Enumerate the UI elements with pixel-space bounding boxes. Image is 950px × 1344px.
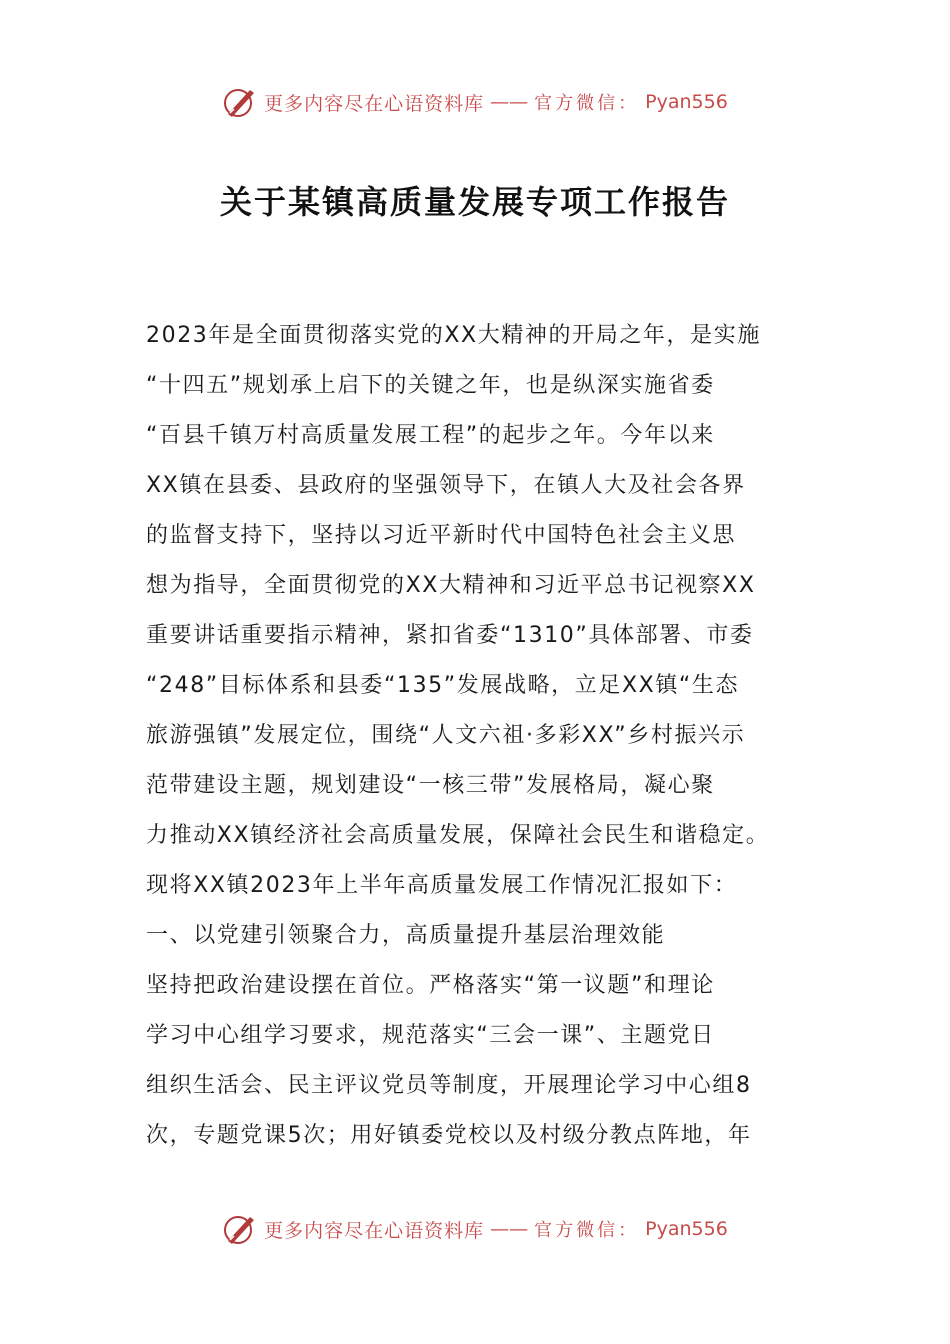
body-line: 现将XX镇2023年上半年高质量发展工作情况汇报如下： [146,873,738,898]
body-line: “十四五”规划承上启下的关键之年，也是纵深实施省委 [146,373,715,398]
body-line: 重要讲话重要指示精神，紧扣省委“1310”具体部署、市委 [146,623,754,648]
body-line: 组织生活会、民主评议党员等制度，开展理论学习中心组8 [146,1073,752,1098]
footer-banner [0,1211,950,1247]
body-line: XX镇在县委、县政府的坚强领导下，在镇人大及社会各界 [146,473,746,498]
pen-logo-icon [222,1211,258,1247]
banner-wechat-id: Pyan556 [645,1218,728,1240]
document-title: 关于某镇高质量发展专项工作报告 [219,183,730,221]
body-line: 的监督支持下，坚持以习近平新时代中国特色社会主义思 [146,523,737,548]
body-line: 学习中心组学习要求，规范落实“三会一课”、主题党日 [146,1023,715,1048]
body-line: 范带建设主题，规划建设“一核三带”发展格局，凝心聚 [146,773,715,798]
banner-dash: —— [490,1218,529,1240]
header-banner [0,84,950,120]
banner-dash: —— [490,91,529,113]
body-line: 次，专题党课5次；用好镇委党校以及村级分教点阵地，年 [146,1123,752,1148]
body-line: “百县千镇万村高质量发展工程”的起步之年。今年以来 [146,423,715,448]
banner-main-text: 更多内容尽在心语资料库 [264,92,485,115]
section-heading: 一、以党建引领聚合力，高质量提升基层治理效能 [146,923,666,948]
banner-wechat-id: Pyan556 [645,91,728,113]
body-line: 旅游强镇”发展定位，围绕“人文六祖·多彩XX”乡村振兴示 [146,723,746,748]
body-line: “248”目标体系和县委“135”发展战略，立足XX镇“生态 [146,673,740,698]
pen-logo-icon [222,84,258,120]
banner-wechat-label: 官方微信： [534,1220,640,1241]
banner-main-text: 更多内容尽在心语资料库 [264,1219,485,1242]
body-line: 2023年是全面贯彻落实党的XX大精神的开局之年，是实施 [146,323,761,348]
body-line: 力推动XX镇经济社会高质量发展，保障社会民生和谐稳定。 [146,823,770,848]
banner-wechat-label: 官方微信： [534,93,640,114]
body-line: 想为指导，全面贯彻党的XX大精神和习近平总书记视察XX [146,573,756,598]
body-line: 坚持把政治建设摆在首位。严格落实“第一议题”和理论 [146,973,715,998]
document-body [146,311,806,1161]
